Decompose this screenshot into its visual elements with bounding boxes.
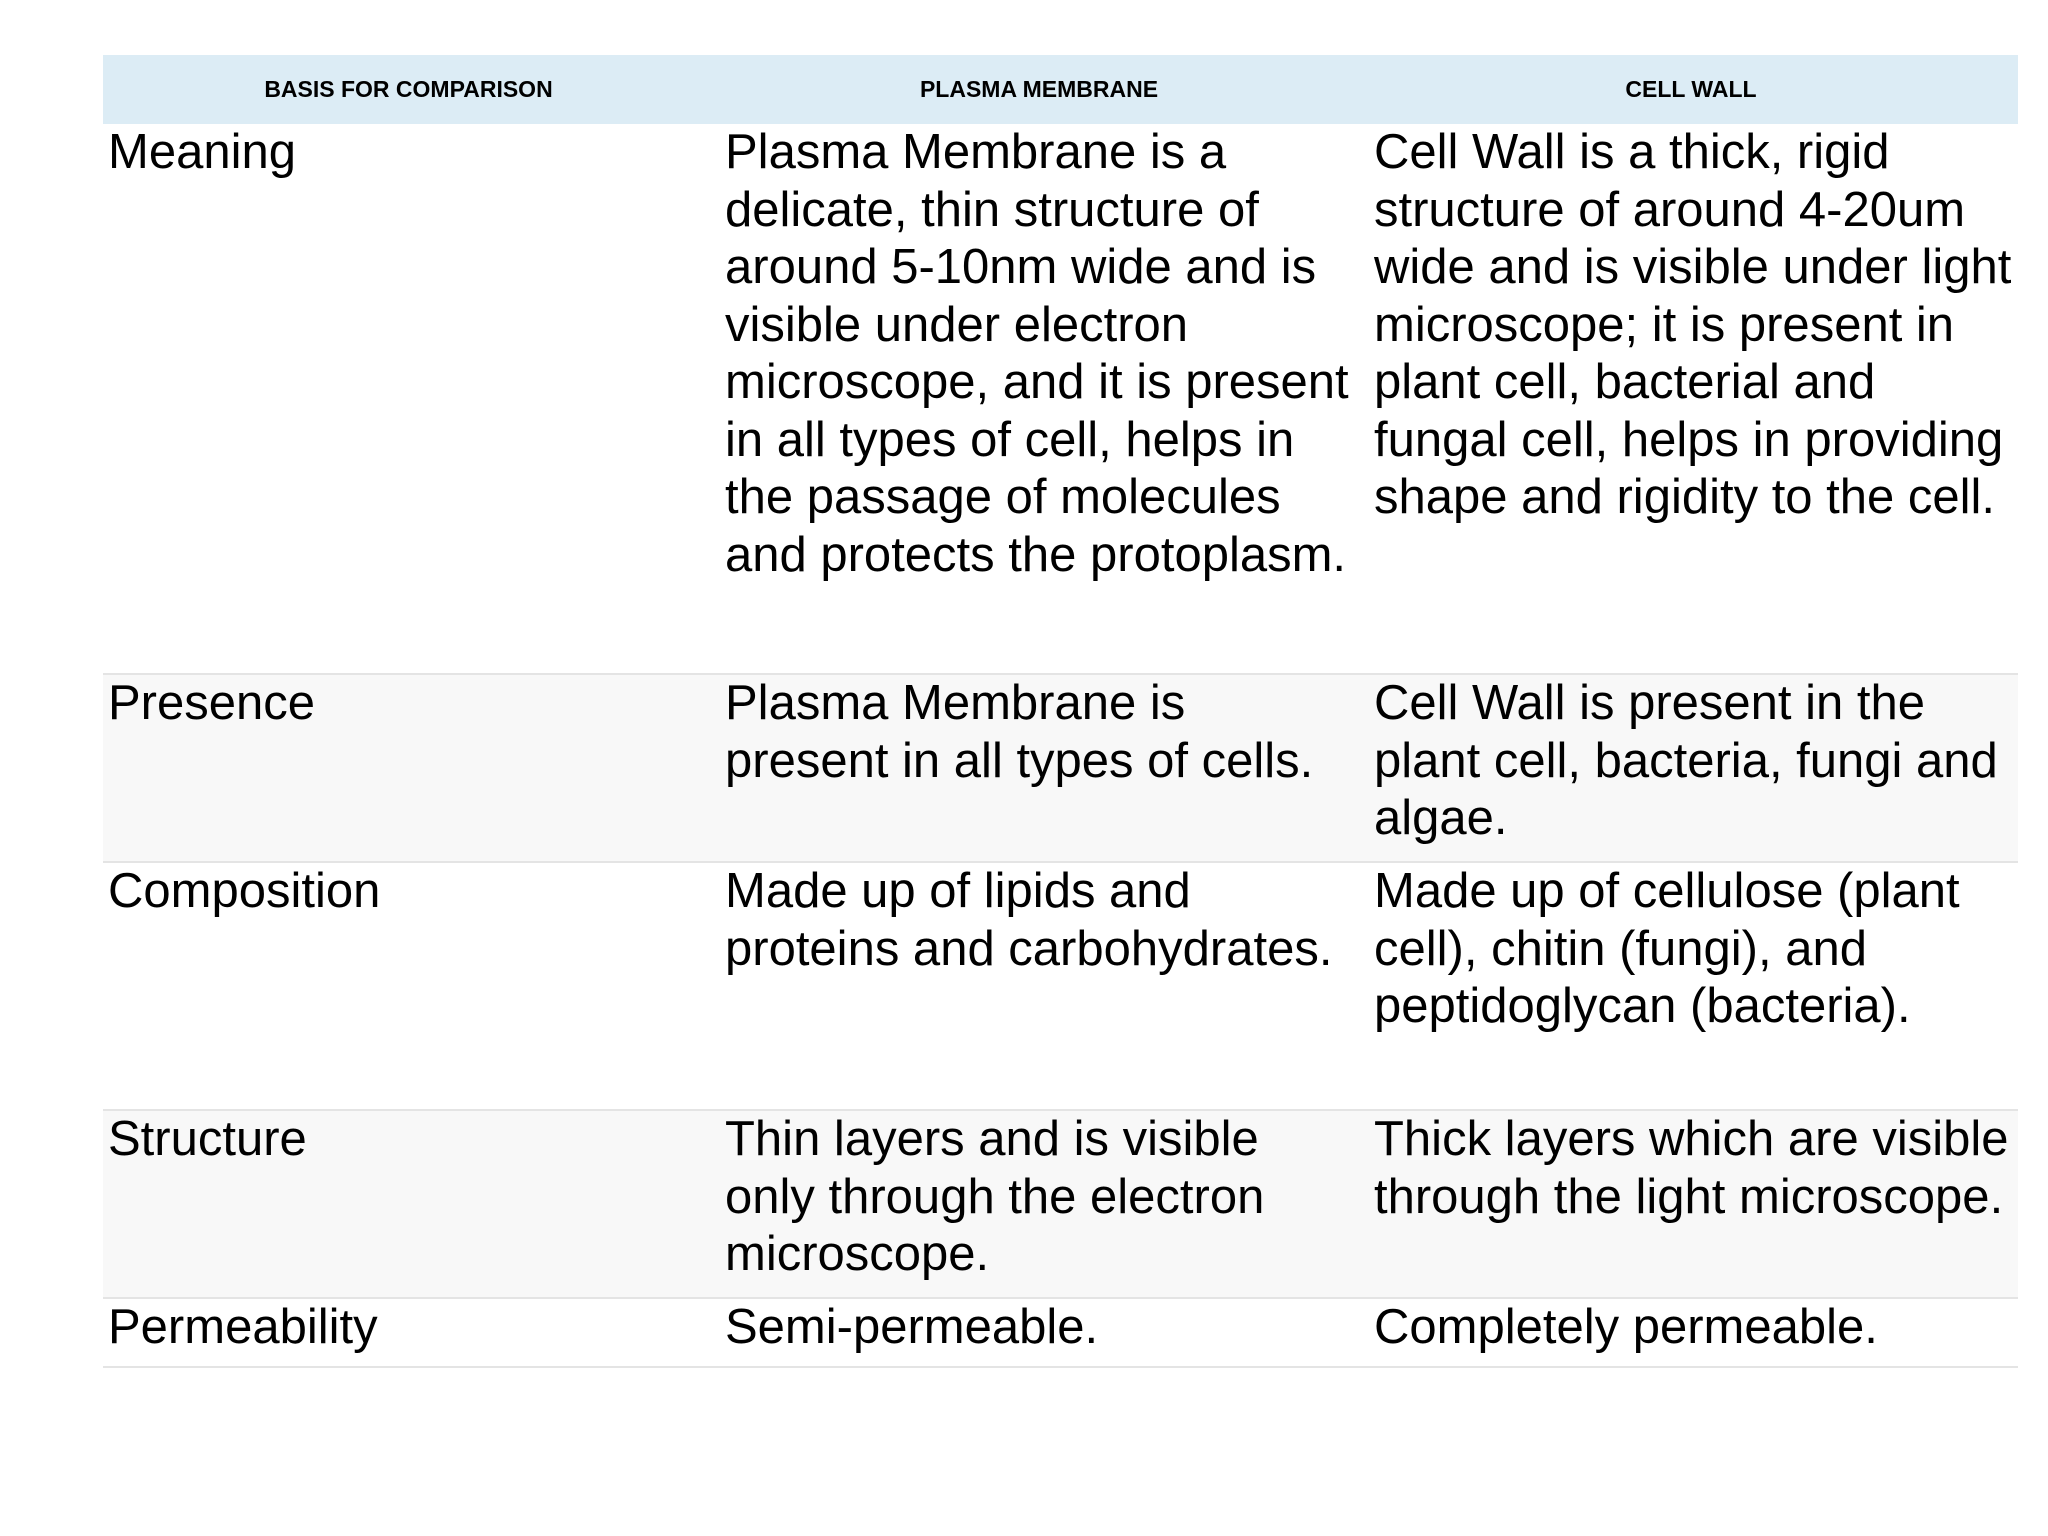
basis-cell: Meaning [103, 124, 714, 674]
basis-cell: Structure [103, 1110, 714, 1298]
table-row-presence [103, 674, 2018, 862]
table-header [103, 55, 2018, 124]
plasma-membrane-cell: Plasma Membrane is a delicate, thin structure of around 5-10nm wide and is visible under electron microscope, and it is present in all types of cell, helps in the passage of molecules and protects the protoplasm. [714, 124, 1364, 674]
cell-wall-cell: Thick layers which are visible through the light microscope. [1364, 1110, 2018, 1298]
cell-wall-cell: Completely permeable. [1364, 1298, 2018, 1367]
table-row-permeability [103, 1298, 2018, 1367]
plasma-membrane-cell: Semi-permeable. [714, 1298, 1364, 1367]
plasma-membrane-cell: Made up of lipids and proteins and carbohydrates. [714, 862, 1364, 1110]
table-body [103, 124, 2018, 1367]
table-row-meaning [103, 124, 2018, 674]
plasma-membrane-cell: Thin layers and is visible only through the electron microscope. [714, 1110, 1364, 1298]
table-row-composition [103, 862, 2018, 1110]
basis-cell: Permeability [103, 1298, 714, 1367]
plasma-membrane-cell: Plasma Membrane is present in all types of cells. [714, 674, 1364, 862]
comparison-table [103, 55, 2018, 1368]
header-basis-for-comparison: BASIS FOR COMPARISON [103, 55, 714, 124]
cell-wall-cell: Made up of cellulose (plant cell), chitin (fungi), and peptidoglycan (bacteria). [1364, 862, 2018, 1110]
header-cell-wall: CELL WALL [1364, 55, 2018, 124]
header-plasma-membrane: PLASMA MEMBRANE [714, 55, 1364, 124]
table-row-structure [103, 1110, 2018, 1298]
cell-wall-cell: Cell Wall is present in the plant cell, bacteria, fungi and algae. [1364, 674, 2018, 862]
basis-cell: Presence [103, 674, 714, 862]
cell-wall-cell: Cell Wall is a thick, rigid structure of around 4-20um wide and is visible under light microscope; it is present in plant cell, bacterial and fungal cell, helps in providing shape and rigidity to the cell. [1364, 124, 2018, 674]
header-row [103, 55, 2018, 124]
basis-cell: Composition [103, 862, 714, 1110]
